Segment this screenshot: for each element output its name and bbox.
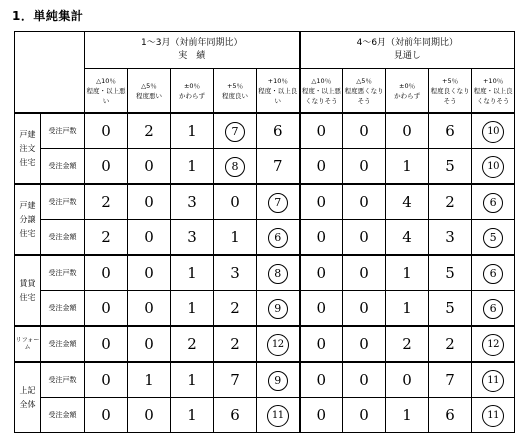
value-cell: 1	[214, 220, 257, 256]
category-desc: 程度悪い	[136, 91, 162, 100]
value-cell: 6	[257, 113, 300, 149]
value-cell: 7	[214, 362, 257, 398]
group-label-line: 住宅	[19, 157, 36, 167]
value-cell: 2	[429, 184, 472, 220]
value-cell: 0	[128, 291, 171, 327]
metric-label: 受注金額	[41, 149, 85, 185]
value-cell	[257, 255, 300, 291]
value-cell: 2	[128, 113, 171, 149]
value-cell: 0	[343, 255, 386, 291]
value-cell	[472, 291, 515, 327]
value-cell	[472, 220, 515, 256]
table-row	[15, 255, 515, 291]
table-row	[15, 326, 515, 362]
value-cell	[472, 113, 515, 149]
circled-value: 9	[268, 371, 288, 391]
category-desc: かわらず	[179, 91, 205, 100]
value-cell: 2	[214, 291, 257, 327]
group-label-line: 住宅	[19, 292, 36, 302]
circled-value: 12	[267, 334, 289, 356]
value-cell: 7	[257, 149, 300, 185]
group-label-line: 戸建	[19, 129, 36, 139]
metric-label: 受注金額	[41, 291, 85, 327]
group-label-line: 分譲	[19, 214, 36, 224]
value-cell: 0	[128, 398, 171, 433]
metric-label: 受注戸数	[41, 362, 85, 398]
period-actual-line2: 実 績	[178, 51, 206, 61]
value-cell	[472, 398, 515, 433]
value-cell: 1	[128, 362, 171, 398]
value-cell: 0	[343, 362, 386, 398]
group-label-line: 注文	[19, 143, 36, 153]
value-cell: 0	[300, 398, 343, 433]
value-cell: 3	[171, 220, 214, 256]
value-cell	[214, 149, 257, 185]
value-cell: 1	[386, 149, 429, 185]
value-cell: 6	[429, 398, 472, 433]
circled-value: 6	[483, 264, 503, 284]
value-cell: 0	[300, 149, 343, 185]
value-cell: 0	[300, 113, 343, 149]
value-cell: 3	[214, 255, 257, 291]
value-cell	[257, 326, 300, 362]
value-cell: 6	[429, 113, 472, 149]
value-cell: 0	[128, 220, 171, 256]
category-header	[171, 69, 214, 114]
circled-value: 7	[225, 122, 245, 142]
value-cell: 7	[429, 362, 472, 398]
table-row	[15, 291, 515, 327]
value-cell: 0	[300, 220, 343, 256]
value-cell: 0	[85, 255, 128, 291]
category-desc: かわらず	[394, 91, 421, 100]
value-cell: 1	[386, 291, 429, 327]
category-desc: 程度良い	[222, 91, 248, 100]
group-label	[15, 362, 41, 433]
category-desc: 程度・以上悪い	[86, 86, 126, 105]
circled-value: 11	[482, 370, 504, 392]
metric-label: 受注金額	[41, 220, 85, 256]
value-cell: 1	[171, 255, 214, 291]
value-cell: 5	[429, 291, 472, 327]
group-label-line: 住宅	[19, 228, 36, 238]
circled-value: 6	[483, 193, 503, 213]
category-range: △10％	[311, 76, 332, 85]
period-forecast-line1: 4～6月（対前年同期比）	[356, 38, 459, 48]
metric-label: 受注戸数	[41, 255, 85, 291]
metric-label: 受注戸数	[41, 113, 85, 149]
category-header	[128, 69, 171, 114]
group-label-line: リフォーム	[15, 337, 40, 351]
value-cell: 3	[429, 220, 472, 256]
value-cell: 0	[85, 362, 128, 398]
value-cell: 0	[343, 398, 386, 433]
circled-value: 7	[268, 193, 288, 213]
value-cell: 0	[300, 255, 343, 291]
value-cell: 0	[343, 113, 386, 149]
value-cell: 0	[128, 326, 171, 362]
value-cell: 0	[85, 113, 128, 149]
value-cell: 4	[386, 220, 429, 256]
category-header	[257, 69, 300, 114]
value-cell: 1	[171, 362, 214, 398]
value-cell: 0	[128, 149, 171, 185]
value-cell: 2	[429, 326, 472, 362]
value-cell: 1	[386, 255, 429, 291]
value-cell: 0	[214, 184, 257, 220]
metric-label: 受注戸数	[41, 184, 85, 220]
value-cell: 0	[85, 398, 128, 433]
category-desc: 程度・以上悪くなりそう	[301, 86, 341, 105]
value-cell: 2	[214, 326, 257, 362]
value-cell: 1	[171, 149, 214, 185]
value-cell: 6	[214, 398, 257, 433]
value-cell	[472, 184, 515, 220]
category-range: △10％	[96, 76, 116, 85]
category-range: ±0％	[183, 81, 201, 90]
value-cell	[472, 149, 515, 185]
value-cell: 0	[300, 326, 343, 362]
value-cell: 2	[386, 326, 429, 362]
group-label	[15, 255, 41, 326]
value-cell	[257, 362, 300, 398]
category-header	[300, 69, 343, 114]
circled-value: 10	[482, 121, 504, 143]
value-cell: 0	[386, 362, 429, 398]
circled-value: 12	[482, 334, 504, 356]
category-range: △5％	[356, 76, 372, 85]
table-row	[15, 398, 515, 433]
value-cell: 5	[429, 149, 472, 185]
category-desc: 程度・以上良い	[258, 86, 298, 105]
value-cell: 0	[343, 291, 386, 327]
value-cell	[257, 398, 300, 433]
value-cell: 0	[343, 326, 386, 362]
category-header	[472, 69, 515, 114]
metric-label: 受注金額	[41, 398, 85, 433]
value-cell: 2	[85, 220, 128, 256]
value-cell: 0	[300, 362, 343, 398]
value-cell: 2	[171, 326, 214, 362]
value-cell: 4	[386, 184, 429, 220]
category-range: +10％	[482, 76, 504, 85]
category-header	[343, 69, 386, 114]
category-desc: 程度良くなりそう	[430, 86, 470, 105]
value-cell: 0	[128, 255, 171, 291]
value-cell	[257, 184, 300, 220]
category-range: ±0％	[399, 81, 416, 90]
value-cell	[472, 362, 515, 398]
group-label	[15, 326, 41, 362]
value-cell: 0	[343, 149, 386, 185]
page-title: 1．単純集計	[12, 9, 84, 23]
table-row	[15, 113, 515, 149]
value-cell: 1	[171, 398, 214, 433]
value-cell	[257, 291, 300, 327]
group-label-line: 戸建	[19, 200, 36, 210]
group-label	[15, 184, 41, 255]
group-label-line: 上記	[19, 385, 36, 395]
category-header	[429, 69, 472, 114]
value-cell	[257, 220, 300, 256]
value-cell	[472, 326, 515, 362]
value-cell: 0	[300, 184, 343, 220]
value-cell: 1	[386, 398, 429, 433]
value-cell: 0	[343, 184, 386, 220]
table-row	[15, 184, 515, 220]
value-cell: 5	[429, 255, 472, 291]
circled-value: 6	[483, 299, 503, 319]
period-actual-line1: 1～3月（対前年同期比）	[141, 38, 243, 48]
category-range: +5％	[442, 76, 459, 85]
value-cell: 3	[171, 184, 214, 220]
period-actual-header	[85, 32, 300, 69]
category-header	[214, 69, 257, 114]
group-label-line: 賃貸	[19, 278, 36, 288]
table-row	[15, 362, 515, 398]
circled-value: 8	[268, 264, 288, 284]
circled-value: 8	[225, 157, 245, 177]
category-desc: 程度・以上良くなりそう	[473, 86, 513, 105]
value-cell: 0	[85, 149, 128, 185]
period-forecast-line2: 見通し	[393, 51, 421, 61]
value-cell	[214, 113, 257, 149]
corner-cell	[15, 32, 85, 114]
value-cell: 0	[85, 326, 128, 362]
value-cell: 0	[300, 291, 343, 327]
group-label	[15, 113, 41, 184]
category-header	[386, 69, 429, 114]
circled-value: 10	[482, 156, 504, 178]
value-cell: 0	[386, 113, 429, 149]
circled-value: 6	[268, 228, 288, 248]
value-cell	[472, 255, 515, 291]
value-cell: 2	[85, 184, 128, 220]
value-cell: 0	[343, 220, 386, 256]
value-cell: 1	[171, 291, 214, 327]
category-range: +10％	[267, 76, 288, 85]
metric-label: 受注金額	[41, 326, 85, 362]
circled-value: 11	[482, 405, 504, 427]
summary-table	[14, 31, 515, 433]
value-cell: 0	[85, 291, 128, 327]
table-row	[15, 149, 515, 185]
value-cell: 0	[128, 184, 171, 220]
category-desc: 程度悪くなりそう	[344, 86, 384, 105]
group-label-line: 全体	[19, 399, 36, 409]
circled-value: 11	[267, 405, 289, 427]
circled-value: 9	[268, 299, 288, 319]
circled-value: 5	[483, 228, 503, 248]
category-range: +5％	[226, 81, 244, 90]
category-range: △5％	[141, 81, 157, 90]
period-forecast-header	[300, 32, 515, 69]
table-row	[15, 220, 515, 256]
category-header	[85, 69, 128, 114]
value-cell: 1	[171, 113, 214, 149]
